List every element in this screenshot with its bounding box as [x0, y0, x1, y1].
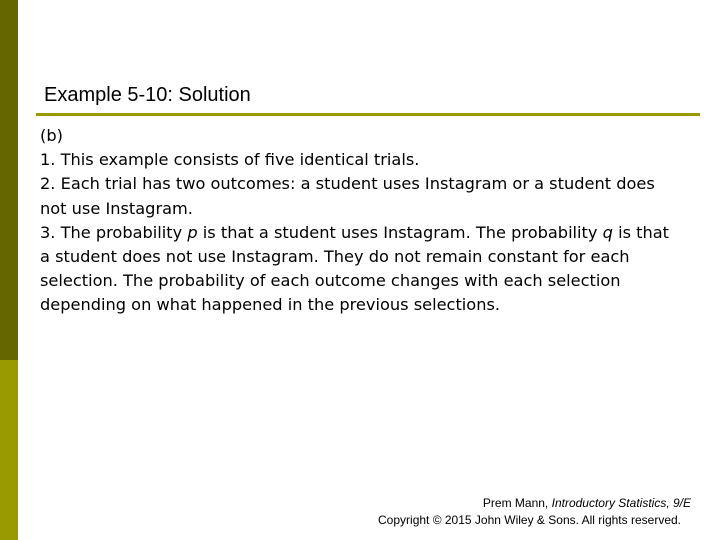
point-2-text: Each trial has two outcomes: a student uses Instagram or a student does not use Instagram. — [40, 174, 655, 218]
side-bar-top — [0, 0, 18, 360]
variable-p: p — [187, 222, 198, 242]
point-2-number: 2. — [40, 174, 56, 194]
part-label: (b) — [40, 126, 63, 145]
point-1-number: 1. — [40, 150, 56, 170]
slide-body — [40, 124, 680, 318]
point-1-text: This example consists of five identical trials. — [60, 150, 420, 170]
slide-title: Example 5-10: Solution — [44, 84, 251, 106]
point-3-prefix: The probability — [60, 222, 188, 242]
side-bar-bottom — [0, 360, 18, 540]
footer-copyright: Copyright © 2015 John Wiley & Sons. All rights reserved. — [378, 513, 681, 527]
point-2 — [40, 172, 680, 220]
point-3-rest: is that a student does not use Instagram. They do not remain constant for each selection. The probability of each outcome changes with each selection depending on what happened in the previous selections. — [40, 222, 670, 315]
footer-citation — [378, 495, 691, 529]
variable-q: q — [602, 222, 613, 242]
footer-author: Prem Mann, — [482, 496, 552, 510]
footer-book-title: Introductory Statistics, 9/E — [551, 496, 691, 510]
point-3 — [40, 221, 680, 318]
point-3-mid: is that a student uses Instagram. The probability — [197, 222, 603, 242]
point-1 — [40, 148, 680, 172]
title-underline — [36, 113, 700, 116]
footer-author-line — [378, 495, 691, 512]
point-3-number: 3. — [40, 222, 56, 242]
